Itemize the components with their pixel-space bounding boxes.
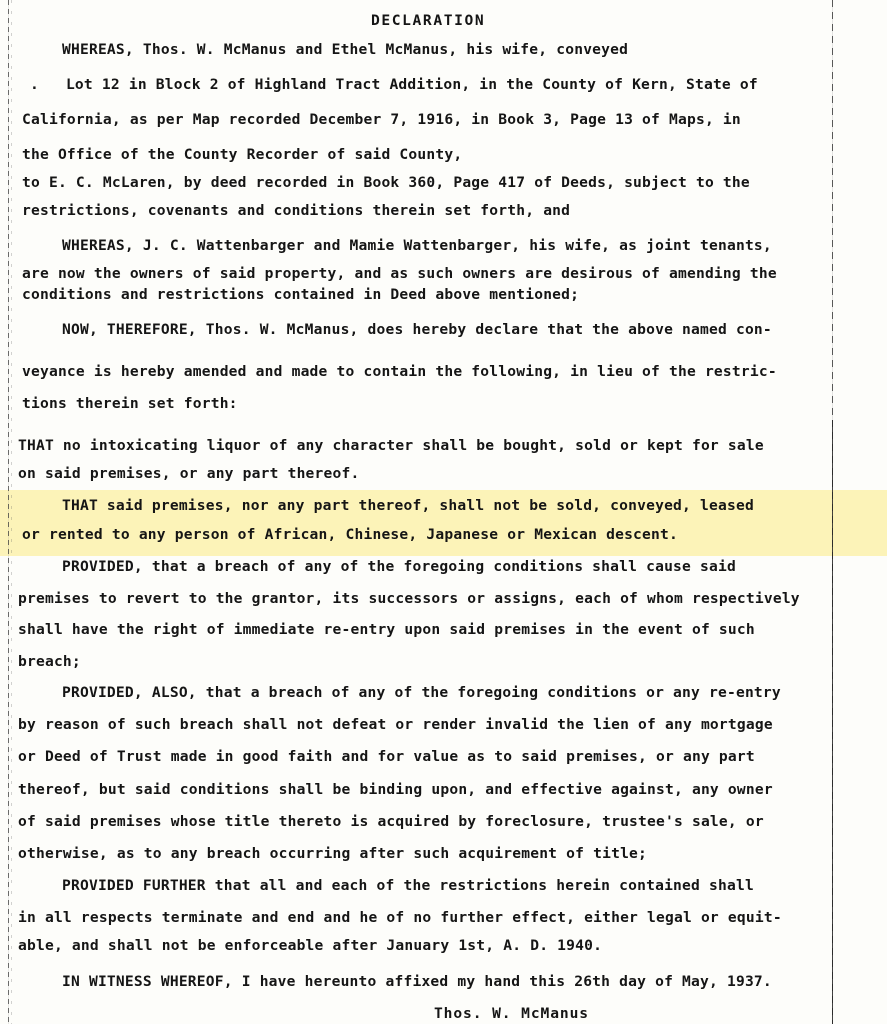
body-line: California, as per Map recorded December 7, 1916, in Book 3, Page 13 of Maps, in [22, 111, 741, 128]
body-line: PROVIDED, that a breach of any of the foregoing conditions shall cause said [62, 558, 736, 575]
attestation-line: IN WITNESS WHEREOF, I have hereunto affixed my hand this 26th day of May, 1937. [62, 973, 772, 990]
body-line: otherwise, as to any breach occurring after such acquirement of title; [18, 845, 648, 862]
body-line: by reason of such breach shall not defeat or render invalid the lien of any mortgage [18, 716, 773, 733]
body-line: NOW, THEREFORE, Thos. W. McManus, does hereby declare that the above named con- [62, 321, 772, 338]
body-line: WHEREAS, J. C. Wattenbarger and Mamie Wattenbarger, his wife, as joint tenants, [62, 237, 772, 254]
body-line: premises to revert to the grantor, its successors or assigns, each of whom respectively [18, 590, 800, 607]
racial-covenant-line: THAT said premises, nor any part thereof, shall not be sold, conveyed, leased [62, 497, 754, 514]
body-line: conditions and restrictions contained in Deed above mentioned; [22, 286, 580, 303]
body-line: PROVIDED FURTHER that all and each of the restrictions herein contained shall [62, 877, 754, 894]
body-line: . Lot 12 in Block 2 of Highland Tract Addition, in the County of Kern, State of [30, 76, 758, 93]
racial-covenant-line: or rented to any person of African, Chinese, Japanese or Mexican descent. [22, 526, 678, 543]
body-line: of said premises whose title thereto is acquired by foreclosure, trustee's sale, or [18, 813, 764, 830]
body-line: are now the owners of said property, and as such owners are desirous of amending the [22, 265, 777, 282]
body-line: tions therein set forth: [22, 395, 238, 412]
body-line: restrictions, covenants and conditions therein set forth, and [22, 202, 571, 219]
body-line: veyance is hereby amended and made to contain the following, in lieu of the restric- [22, 363, 777, 380]
body-line: shall have the right of immediate re-entry upon said premises in the event of such [18, 621, 755, 638]
document-title: DECLARATION [371, 12, 486, 29]
body-line: thereof, but said conditions shall be binding upon, and effective against, any owner [18, 781, 773, 798]
body-line: WHEREAS, Thos. W. McManus and Ethel McManus, his wife, conveyed [62, 41, 629, 58]
body-line: able, and shall not be enforceable after January 1st, A. D. 1940. [18, 937, 603, 954]
body-line: THAT no intoxicating liquor of any character shall be bought, sold or kept for sale [18, 437, 764, 454]
body-line: or Deed of Trust made in good faith and for value as to said premises, or any part [18, 748, 755, 765]
body-line: the Office of the County Recorder of said County, [22, 146, 463, 163]
signature-line: Thos. W. McManus [434, 1005, 589, 1022]
body-line: in all respects terminate and end and he of no further effect, either legal or equit- [18, 909, 782, 926]
body-line: on said premises, or any part thereof. [18, 465, 360, 482]
body-line: PROVIDED, ALSO, that a breach of any of the foregoing conditions or any re-entry [62, 684, 781, 701]
body-line: breach; [18, 653, 81, 670]
body-line: to E. C. McLaren, by deed recorded in Book 360, Page 417 of Deeds, subject to the [22, 174, 750, 191]
